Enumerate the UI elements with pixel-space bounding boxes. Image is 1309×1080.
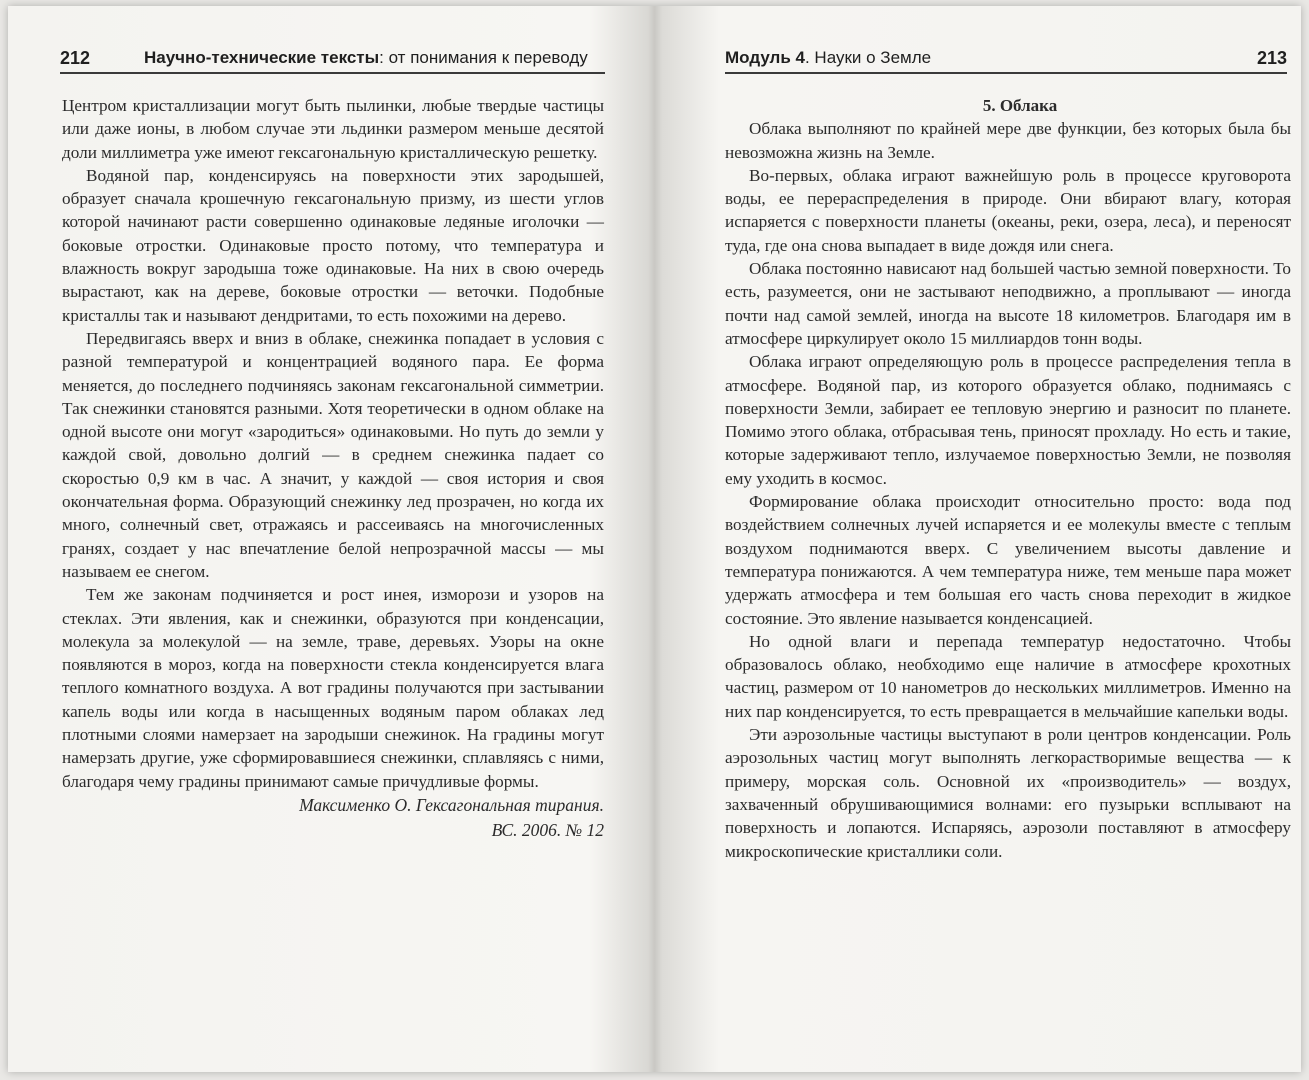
paragraph: Центром кристаллизации могут быть пылинки, любые твердые частицы или даже ионы, в любом случае эти льдинки размером меньше десятой доли миллиметра уже имеют гексагональную кристаллическую решетку. [62,96,604,162]
right-page-number: 213 [1256,48,1287,68]
right-running-head-rest: . Науки о Земле [804,48,932,67]
paragraph: Во-первых, облака играют важнейшую роль в процессе круговорота воды, ее перераспределения в природе. Они вбирают влагу, которая испаряется с поверхности планеты (океаны, реки, озера, леса), и переносят туда, где она снова выпадает в виде дождя или снега. [725,165,1291,255]
paragraph: Но одной влаги и перепада температур недостаточно. Чтобы образовалось облако, необходимо еще наличие в атмосфере крохотных частиц, размером от 10 нанометров до нескольких миллиметров. Именно на них пар конденсируется, то есть превращается в мельчайшие капельки воды. [725,631,1291,721]
paragraph: Тем же законам подчиняется и рост инея, изморози и узоров на стеклах. Эти явления, как и снежинки, образуются при конденсации, молекула за молекулой — на земле, траве, деревьях. Узоры на окне появляются в мороз, когда на поверхности стекла конденсируется влага теплого комнатного воздуха. А вот градины получаются при застывании капель воды или когда в насыщенных водяным паром облаках лед плотными слоями намерзает на зародыши снежинок. На градины могут намерзать другие, уже сформировавшиеся снежинки, сплавляясь с ними, благодаря чему градины принимают самые причудливые формы. [62,585,604,791]
left-page-body [62,94,604,843]
source-citation-journal: ВС. 2006. № 12 [491,819,604,840]
section-title: 5. Облака [982,96,1058,115]
left-running-head [144,44,588,72]
right-running-head-bold: Модуль 4 [725,48,805,67]
paragraph: Эти аэрозольные частицы выступают в роли центров конденсации. Роль аэрозольных частиц могут выполнять легкорастворимые вещества — к примеру, морская соль. Основной их «производитель» — воздух, захваченный обрушивающимися волнами: его пузырьки всплывают на поверхность и лопаются. Испаряясь, аэрозоли поставляют в атмосферу микроскопические кристаллики соли. [725,725,1291,861]
right-page-body [725,94,1291,863]
left-page-number: 212 [60,48,91,68]
paragraph: Водяной пар, конденсируясь на поверхности этих зародышей, образует сначала крошечную гексагональную призму, из шести углов которой начинают расти совершенно одинаковые ледяные иголочки — боковые отростки. Одинаковые просто потому, что температура и влажность вокруг зародыша тоже одинаковые. На них в свою очередь вырастают, как на дереве, боковые отростки — веточки. Подобные кристаллы так и называют дендритами, то есть похожими на дерево. [62,165,604,325]
left-running-head-bold: Научно-технические тексты [144,48,380,67]
right-page-header [725,44,1287,74]
left-running-head-rest: : от понимания к переводу [379,48,588,67]
paragraph: Облака выполняют по крайней мере две функции, без которых была бы невозможна жизнь на Земле. [725,119,1291,162]
paragraph: Формирование облака происходит относительно просто: вода под воздействием солнечных лучей испаряется и ее молекулы вместе с теплым воздухом поднимаются вверх. С увеличением высоты давление и температура понижаются. А чем температура ниже, тем меньше пара может удержать атмосфера и тем большая его часть снова переходит в жидкое состояние. Это явление называется конденсацией. [725,492,1291,628]
left-page [8,6,654,1072]
paragraph: Передвигаясь вверх и вниз в облаке, снежинка попадает в условия с разной температурой и концентрацией водяного пара. Ее форма меняется, до последнего подчиняясь законам гексагональной симметрии. Так снежинки становятся разными. Хотя теоретически в одном облаке на одной высоте они могут «зародиться» одинаковыми. Но путь до земли у каждой свой, довольно долгий — в среднем снежинка падает со скоростью 0,9 км в час. А значит, у каждой — своя история и своя окончательная форма. Образующий снежинку лед прозрачен, но когда их много, солнечный свет, отражаясь и рассеиваясь на многочисленных гранях, создает у нас впечатление белой непрозрачной массы — мы называем ее снегом. [62,328,604,581]
right-running-head [725,44,931,72]
paragraph: Облака постоянно нависают над большей частью земной поверхности. То есть, разумеется, они не застывают неподвижно, а проплывают — иногда почти над самой землей, иногда на высоте 18 километров. Благодаря им в атмосфере циркулирует около 15 миллиардов тонн воды. [725,259,1291,348]
source-citation-author: Максименко О. Гексагональная тирания. [299,794,604,815]
paragraph: Облака играют определяющую роль в процессе распределения тепла в атмосфере. Водяной пар, из которого образуется облако, поднимаясь с поверхности Земли, забирает ее тепловую энергию и разносит по планете. Помимо этого облака, отбрасывая тень, приносят прохладу. Но есть и такие, которые задерживают тепло, излучаемое поверхностью Земли, не позволяя ему уходить в космос. [725,352,1291,488]
right-page [655,6,1301,1072]
left-page-header [60,44,605,74]
book-spread [8,6,1301,1072]
